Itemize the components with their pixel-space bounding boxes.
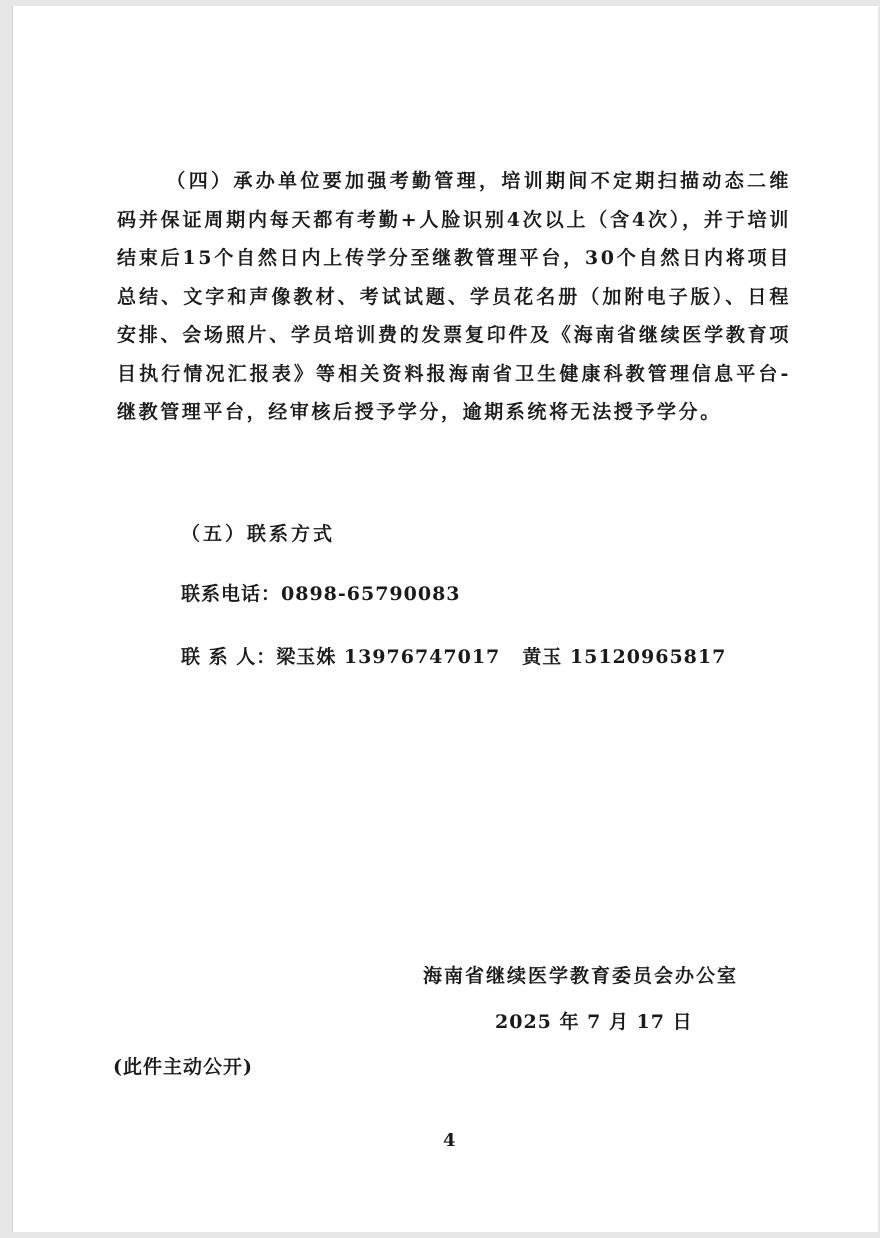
disclosure-note: (此件主动公开) [113, 1056, 253, 1078]
contact-person-1: 梁玉姝 13976747017 [276, 646, 501, 668]
paragraph-attendance-management: （四）承办单位要加强考勤管理，培训期间不定期扫描动态二维码并保证周期内每天都有考勤+人脸识别4次以上（含4次），并于培训结束后15个自然日内上传学分至继教管理平台，30个自然日内将项目总结、文字和声像教材、考试试题、学员花名册（加附电子版）、日程安排、会场照片、学员培训费的发票复印件及《海南省继续医学教育项目执行情况汇报表》等相关资料报海南省卫生健康科教管理信息平台-继教管理平台，经审核后授予学分，逾期系统将无法授予学分。 [117, 170, 791, 423]
contact-person-2: 黄玉 15120965817 [522, 646, 727, 668]
contact-people-label: 联 系 人： [181, 646, 277, 668]
issue-date: 2025 年 7 月 17 日 [495, 1011, 693, 1033]
contact-phone: 联系电话：0898-65790083 [181, 583, 461, 605]
contact-people [181, 642, 726, 669]
contact-section-heading: （五）联系方式 [181, 523, 336, 545]
document-page [12, 6, 878, 1232]
issuing-organization: 海南省继续医学教育委员会办公室 [423, 965, 739, 987]
page-number: 4 [443, 1130, 456, 1151]
